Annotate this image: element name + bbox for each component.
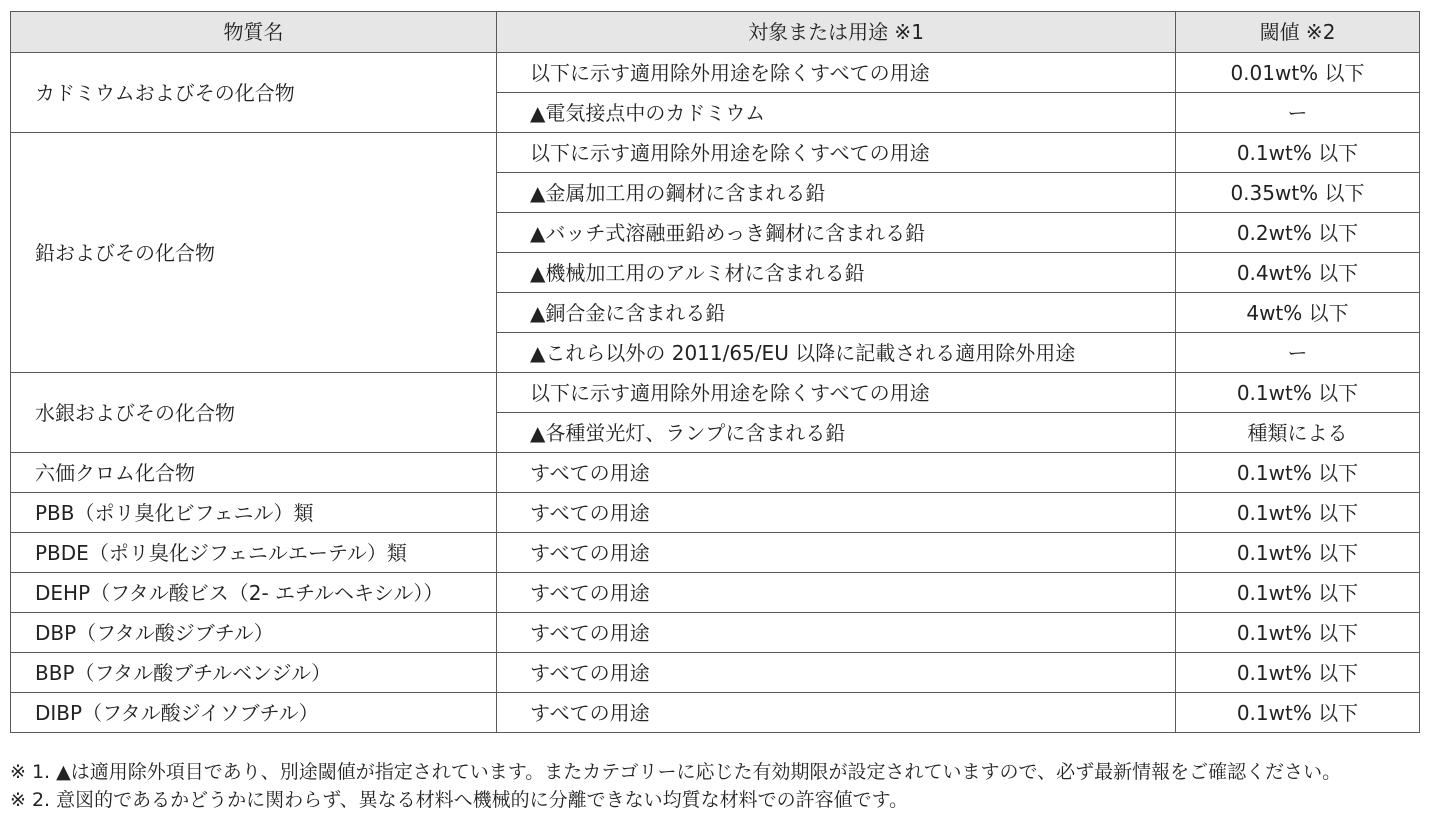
substance-name-cell: DEHP（フタル酸ビス（2- エチルヘキシル）） (11, 573, 497, 613)
table-row (11, 533, 1420, 573)
threshold-cell: 0.1wt% 以下 (1176, 653, 1420, 693)
threshold-cell: 0.2wt% 以下 (1176, 213, 1420, 253)
table-header-row (11, 12, 1420, 53)
header-threshold: 閾値 ※2 (1176, 12, 1420, 53)
table-row (11, 53, 1420, 93)
substance-name-cell: 水銀およびその化合物 (11, 373, 497, 453)
table-row (11, 133, 1420, 173)
footnotes (10, 758, 1430, 814)
table-row (11, 613, 1420, 653)
threshold-cell: 0.1wt% 以下 (1176, 453, 1420, 493)
table-body (11, 53, 1420, 733)
threshold-cell: 0.4wt% 以下 (1176, 253, 1420, 293)
use-cell: ▲電気接点中のカドミウム (497, 93, 1176, 133)
header-use: 対象または用途 ※1 (497, 12, 1176, 53)
threshold-cell: 0.35wt% 以下 (1176, 173, 1420, 213)
threshold-cell: ー (1176, 93, 1420, 133)
use-cell: すべての用途 (497, 613, 1176, 653)
table-row (11, 693, 1420, 733)
use-cell: ▲バッチ式溶融亜鉛めっき鋼材に含まれる鉛 (497, 213, 1176, 253)
table-row (11, 493, 1420, 533)
footnote-1: ※ 1. ▲は適用除外項目であり、別途閾値が指定されています。またカテゴリーに応じた有効期限が設定されていますので、必ず最新情報をご確認ください。 (10, 761, 1342, 783)
footnote-2: ※ 2. 意図的であるかどうかに関わらず、異なる材料へ機械的に分離できない均質な材料での許容値です。 (10, 789, 909, 811)
threshold-cell: 0.1wt% 以下 (1176, 493, 1420, 533)
use-cell: すべての用途 (497, 653, 1176, 693)
use-cell: ▲各種蛍光灯、ランプに含まれる鉛 (497, 413, 1176, 453)
use-cell: 以下に示す適用除外用途を除くすべての用途 (497, 133, 1176, 173)
substance-name-cell: DBP（フタル酸ジブチル） (11, 613, 497, 653)
table-row (11, 573, 1420, 613)
threshold-cell: 4wt% 以下 (1176, 293, 1420, 333)
use-cell: すべての用途 (497, 453, 1176, 493)
use-cell: ▲金属加工用の鋼材に含まれる鉛 (497, 173, 1176, 213)
substance-name-cell: BBP（フタル酸ブチルベンジル） (11, 653, 497, 693)
use-cell: すべての用途 (497, 693, 1176, 733)
substance-name-cell: PBDE（ポリ臭化ジフェニルエーテル）類 (11, 533, 497, 573)
header-substance: 物質名 (11, 12, 497, 53)
threshold-cell: 0.1wt% 以下 (1176, 613, 1420, 653)
use-cell: ▲銅合金に含まれる鉛 (497, 293, 1176, 333)
threshold-cell: ー (1176, 333, 1420, 373)
restricted-substances-table (10, 11, 1420, 733)
use-cell: 以下に示す適用除外用途を除くすべての用途 (497, 373, 1176, 413)
use-cell: すべての用途 (497, 493, 1176, 533)
use-cell: すべての用途 (497, 573, 1176, 613)
threshold-cell: 0.01wt% 以下 (1176, 53, 1420, 93)
substance-name-cell: PBB（ポリ臭化ビフェニル）類 (11, 493, 497, 533)
threshold-cell: 0.1wt% 以下 (1176, 373, 1420, 413)
use-cell: すべての用途 (497, 533, 1176, 573)
substance-name-cell: 六価クロム化合物 (11, 453, 497, 493)
threshold-cell: 0.1wt% 以下 (1176, 133, 1420, 173)
threshold-cell: 種類による (1176, 413, 1420, 453)
table-row (11, 453, 1420, 493)
substance-name-cell: 鉛およびその化合物 (11, 133, 497, 373)
use-cell: 以下に示す適用除外用途を除くすべての用途 (497, 53, 1176, 93)
substance-name-cell: DIBP（フタル酸ジイソブチル） (11, 693, 497, 733)
threshold-cell: 0.1wt% 以下 (1176, 533, 1420, 573)
table-row (11, 373, 1420, 413)
use-cell: ▲これら以外の 2011/65/EU 以降に記載される適用除外用途 (497, 333, 1176, 373)
substance-name-cell: カドミウムおよびその化合物 (11, 53, 497, 133)
use-cell: ▲機械加工用のアルミ材に含まれる鉛 (497, 253, 1176, 293)
threshold-cell: 0.1wt% 以下 (1176, 693, 1420, 733)
threshold-cell: 0.1wt% 以下 (1176, 573, 1420, 613)
table-row (11, 653, 1420, 693)
